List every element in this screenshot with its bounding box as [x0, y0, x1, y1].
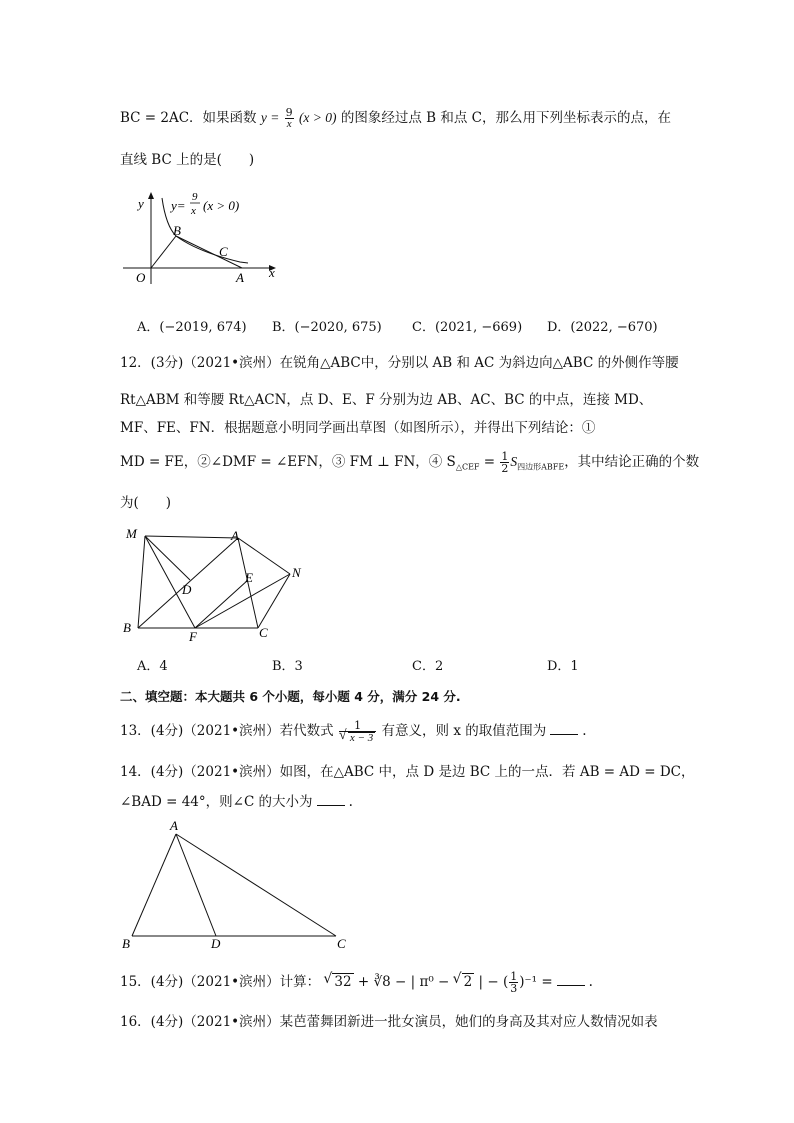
label-B: B	[123, 620, 131, 635]
q15-text-a: 15．(4分)（2021•滨州）计算：	[120, 974, 321, 990]
q15-cbrt8: ∛8	[373, 974, 391, 990]
q14-answer-blank[interactable]	[317, 805, 345, 806]
q11-option-b[interactable]: B．(−2020, 675)	[272, 320, 382, 335]
q11-frac-num: 9	[285, 106, 293, 119]
section2-heading: 二、填空题：本大题共 6 个小题，每小题 4 分，满分 24 分.	[120, 689, 461, 704]
q12-line4	[120, 450, 699, 474]
q14-line2-a: ∠BAD = 44°，则∠C 的大小为	[120, 794, 313, 810]
func-label-y: y=	[171, 198, 186, 213]
q11-line2: 直线 BC 上的是( )	[120, 152, 255, 168]
q12-line1: 12．(3分)（2021•滨州）在锐角△ABC中，分别以 AB 和 AC 为斜边向△ABC 的外侧作等腰	[120, 355, 679, 371]
q13-text-b: 有意义，则 x 的取值范围为	[381, 723, 547, 739]
label-C: C	[337, 936, 346, 951]
q15-frac-num: 1	[510, 970, 518, 983]
q12-frac-num: 1	[501, 450, 509, 463]
q12-eq: =	[479, 454, 500, 470]
q11-cond: (x > 0)	[298, 110, 337, 125]
q13-line	[120, 719, 587, 744]
q15-mid: − | π⁰ −	[390, 974, 454, 990]
q11-func-y: y =	[260, 110, 280, 125]
q15-line	[120, 970, 593, 994]
func-den: x	[191, 205, 196, 217]
q11-fraction	[285, 107, 294, 130]
func-num: 9	[192, 191, 198, 203]
func-cond: (x > 0)	[203, 198, 240, 213]
q12-line3: MF、FE、FN．根据题意小明同学画出草图（如图所示），并得出下列结论：①	[120, 420, 596, 436]
label-F: F	[189, 629, 197, 644]
q14-period: .	[348, 794, 353, 810]
q12-lines	[138, 536, 290, 628]
q15-period: .	[588, 974, 593, 990]
label-A: A	[170, 818, 178, 833]
q14-figure	[118, 816, 358, 952]
q12-frac-den: 2	[501, 462, 509, 475]
q14-line1: 14．(4分)（2021•滨州）如图，在△ABC 中，点 D 是边 BC 上的一点．若 AB = AD = DC，	[120, 764, 695, 780]
label-B: B	[122, 936, 130, 951]
q12-option-c[interactable]: C．2	[412, 659, 444, 674]
label-C: C	[219, 244, 228, 259]
q11-text-b: 的图象经过点 B 和点 C，那么用下列坐标表示的点，在	[340, 110, 671, 126]
q12-options	[137, 655, 579, 674]
q12-fraction	[500, 451, 509, 474]
q12-s: S	[510, 454, 518, 469]
q12-line4-a: MD = FE，②∠DMF = ∠EFN，③ FM ⊥ FN，④ S	[120, 454, 456, 470]
label-C: C	[259, 625, 268, 640]
label-B: B	[173, 223, 181, 238]
label-M: M	[126, 526, 137, 541]
q12-sub1: △CEF	[455, 462, 480, 472]
segment-OB	[151, 236, 176, 268]
q11-graph	[118, 186, 288, 288]
label-E: E	[245, 570, 253, 585]
label-N: N	[292, 565, 301, 580]
label-x: x	[269, 265, 275, 280]
q15-answer-blank[interactable]	[557, 985, 585, 986]
q14-line2	[120, 790, 353, 810]
q15-plus: +	[353, 974, 374, 990]
q15-frac-den: 3	[510, 982, 518, 995]
label-O: O	[136, 270, 146, 285]
q13-answer-blank[interactable]	[550, 734, 578, 735]
q13-period: .	[582, 723, 587, 739]
q15-tail1: | − (	[474, 974, 509, 990]
q11-option-d[interactable]: D．(2022, −670)	[547, 320, 658, 335]
q16-line1: 16．(4分)（2021•滨州）某芭蕾舞团新进一批女演员，她们的身高及其对应人数情况如表	[120, 1014, 658, 1030]
q15-tail2: )⁻¹ =	[519, 974, 553, 990]
q12-option-a[interactable]: A．4	[137, 659, 168, 674]
q11-frac-den: x	[286, 118, 292, 130]
q12-sub2: 四边形ABFE	[517, 462, 565, 472]
q13-frac-num: 1	[339, 720, 376, 732]
q12-option-b[interactable]: B．3	[272, 659, 303, 674]
q13-frac-den: √ x − 3	[348, 732, 375, 744]
q13-fraction	[339, 720, 376, 744]
q11-options	[137, 316, 658, 335]
label-A: A	[236, 270, 244, 285]
q13-text-a: 13．(4分)（2021•滨州）若代数式	[120, 723, 334, 739]
q12-figure	[118, 524, 318, 646]
q15-sqrt32: √ 32	[332, 973, 353, 990]
label-D: D	[182, 582, 192, 597]
label-y: y	[138, 196, 144, 211]
q15-fraction	[509, 971, 518, 994]
y-axis-arrow	[148, 192, 154, 199]
q12-option-d[interactable]: D．1	[547, 659, 579, 674]
q14-triangle	[132, 834, 336, 936]
q11-text-a: BC = 2AC．如果函数	[120, 110, 257, 126]
q11-line1	[120, 106, 671, 130]
label-D: D	[211, 936, 221, 951]
q15-sqrt2: √ 2	[462, 973, 475, 990]
q11-option-a[interactable]: A．(−2019, 674)	[137, 320, 247, 335]
segment-BA	[176, 236, 242, 268]
q12-line2: Rt△ABM 和等腰 Rt△ACN，点 D、E、F 分别为边 AB、AC、BC 的中点，连接 MD、	[120, 392, 653, 408]
q11-option-c[interactable]: C．(2021, −669)	[412, 320, 523, 335]
q12-line5: 为( )	[120, 495, 172, 511]
label-A: A	[231, 528, 239, 543]
q12-line4-b: ，其中结论正确的个数	[564, 454, 700, 470]
